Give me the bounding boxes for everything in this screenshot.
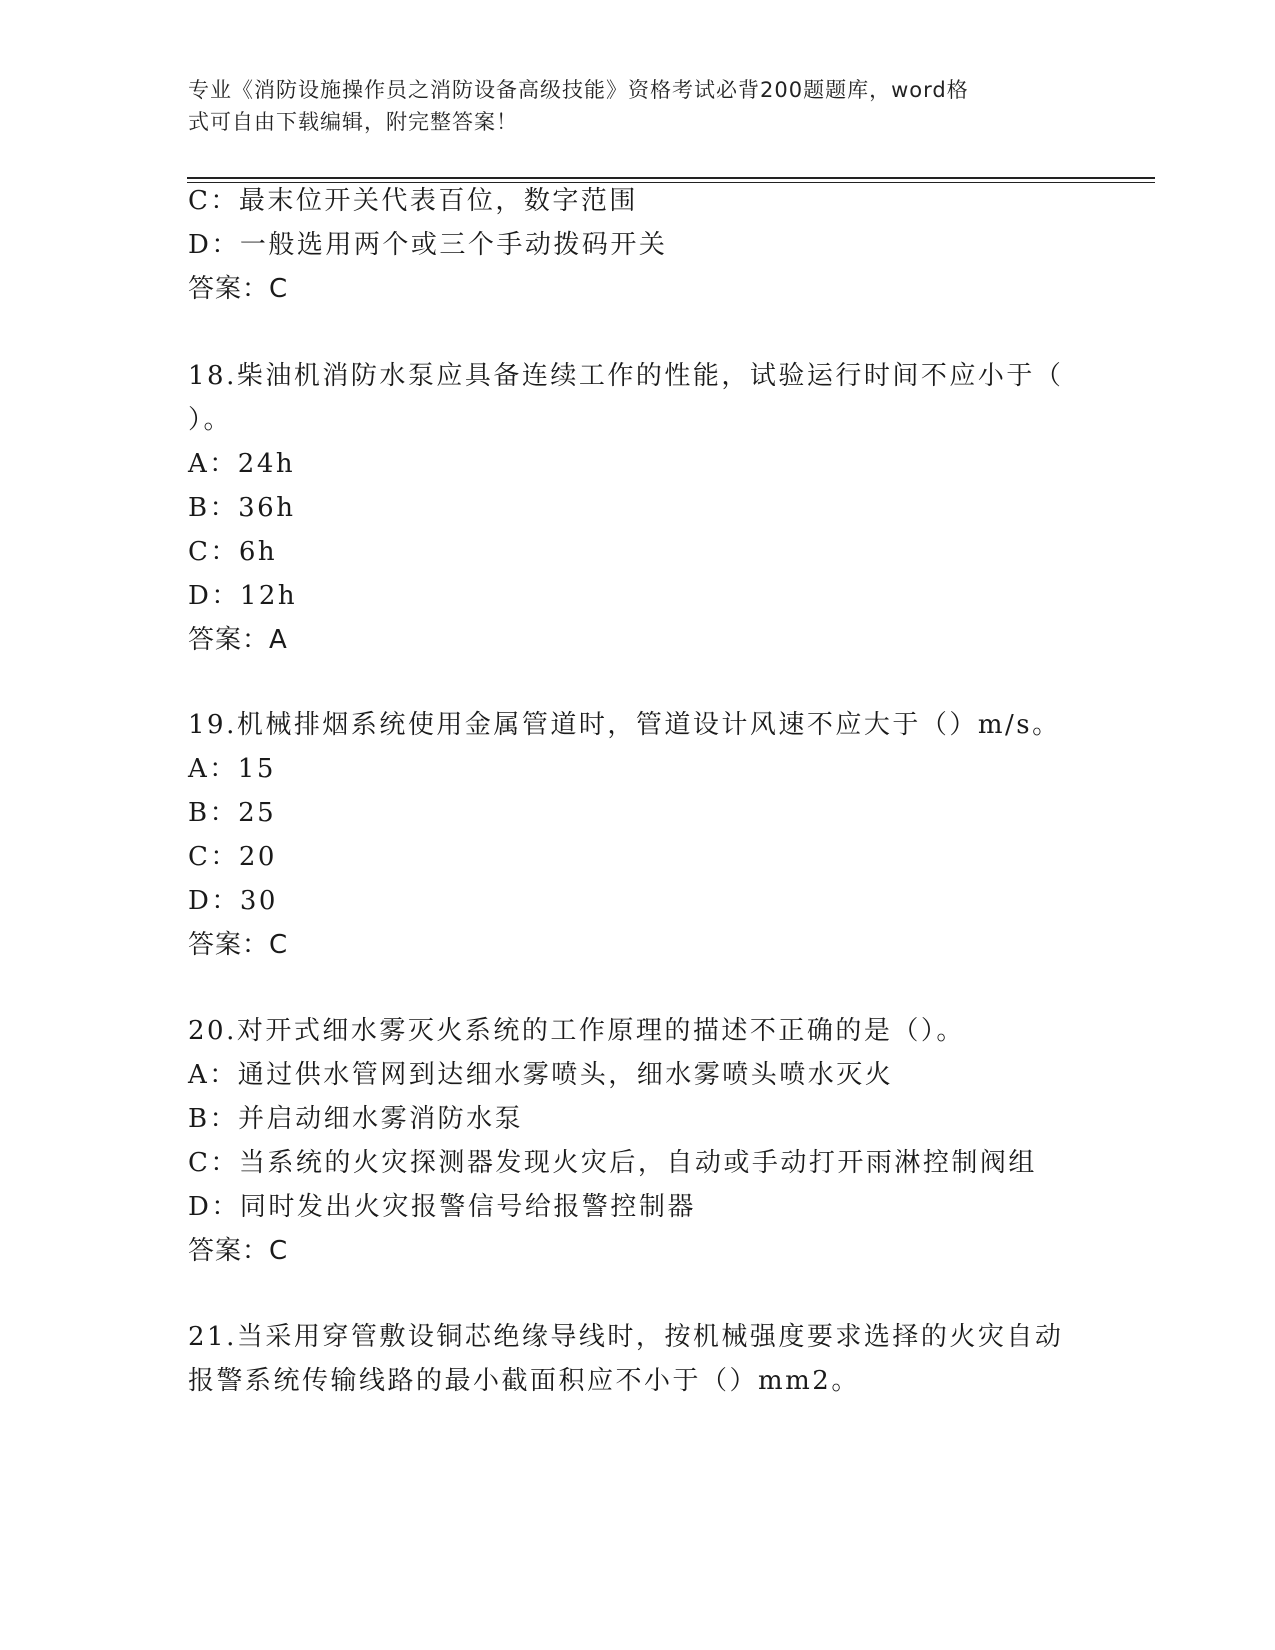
q21-stem-line-1: 21.当采用穿管敷设铜芯绝缘导线时，按机械强度要求选择的火灾自动 xyxy=(188,1322,1064,1352)
q19-stem: 19.机械排烟系统使用金属管道时，管道设计风速不应大于（）m/s。 xyxy=(188,710,1061,740)
q20-option-a: A：通过供水管网到达细水雾喷头，细水雾喷头喷水灭火 xyxy=(188,1060,894,1090)
header-divider-thick xyxy=(187,177,1155,179)
q18-option-b: B：36h xyxy=(188,493,296,523)
q20-option-d: D：同时发出火灾报警信号给报警控制器 xyxy=(188,1192,696,1222)
q17-option-c: C：最末位开关代表百位，数字范围 xyxy=(188,186,638,216)
q19-option-a: A：15 xyxy=(188,754,276,784)
q18-stem-line-2: ）。 xyxy=(188,405,233,435)
q20-answer: 答案：C xyxy=(188,1236,289,1266)
q19-option-c: C：20 xyxy=(188,842,277,872)
q18-option-c: C：6h xyxy=(188,537,278,567)
q17-answer: 答案：C xyxy=(188,274,289,304)
q20-option-c: C：当系统的火灾探测器发现火灾后，自动或手动打开雨淋控制阀组 xyxy=(188,1148,1037,1178)
q18-option-a: A：24h xyxy=(188,449,296,479)
header-divider-thin xyxy=(187,182,1155,183)
document-header xyxy=(188,74,1068,138)
q19-option-b: B：25 xyxy=(188,798,277,828)
q18-stem-line-1: 18.柴油机消防水泵应具备连续工作的性能，试验运行时间不应小于（ xyxy=(188,361,1064,391)
header-line-2: 式可自由下载编辑，附完整答案！ xyxy=(188,110,518,134)
q20-stem: 20.对开式细水雾灭火系统的工作原理的描述不正确的是（）。 xyxy=(188,1016,965,1046)
q18-option-d: D：12h xyxy=(188,581,298,611)
q20-option-b: B：并启动细水雾消防水泵 xyxy=(188,1104,524,1134)
q18-answer: 答案：A xyxy=(188,625,288,655)
q17-option-d: D：一般选用两个或三个手动拨码开关 xyxy=(188,230,668,260)
q19-option-d: D：30 xyxy=(188,886,278,916)
header-line-1: 专业《消防设施操作员之消防设备高级技能》资格考试必背200题题库，word格 xyxy=(188,78,969,102)
q19-answer: 答案：C xyxy=(188,930,289,960)
q21-stem-line-2: 报警系统传输线路的最小截面积应不小于（）mm2。 xyxy=(188,1366,860,1396)
